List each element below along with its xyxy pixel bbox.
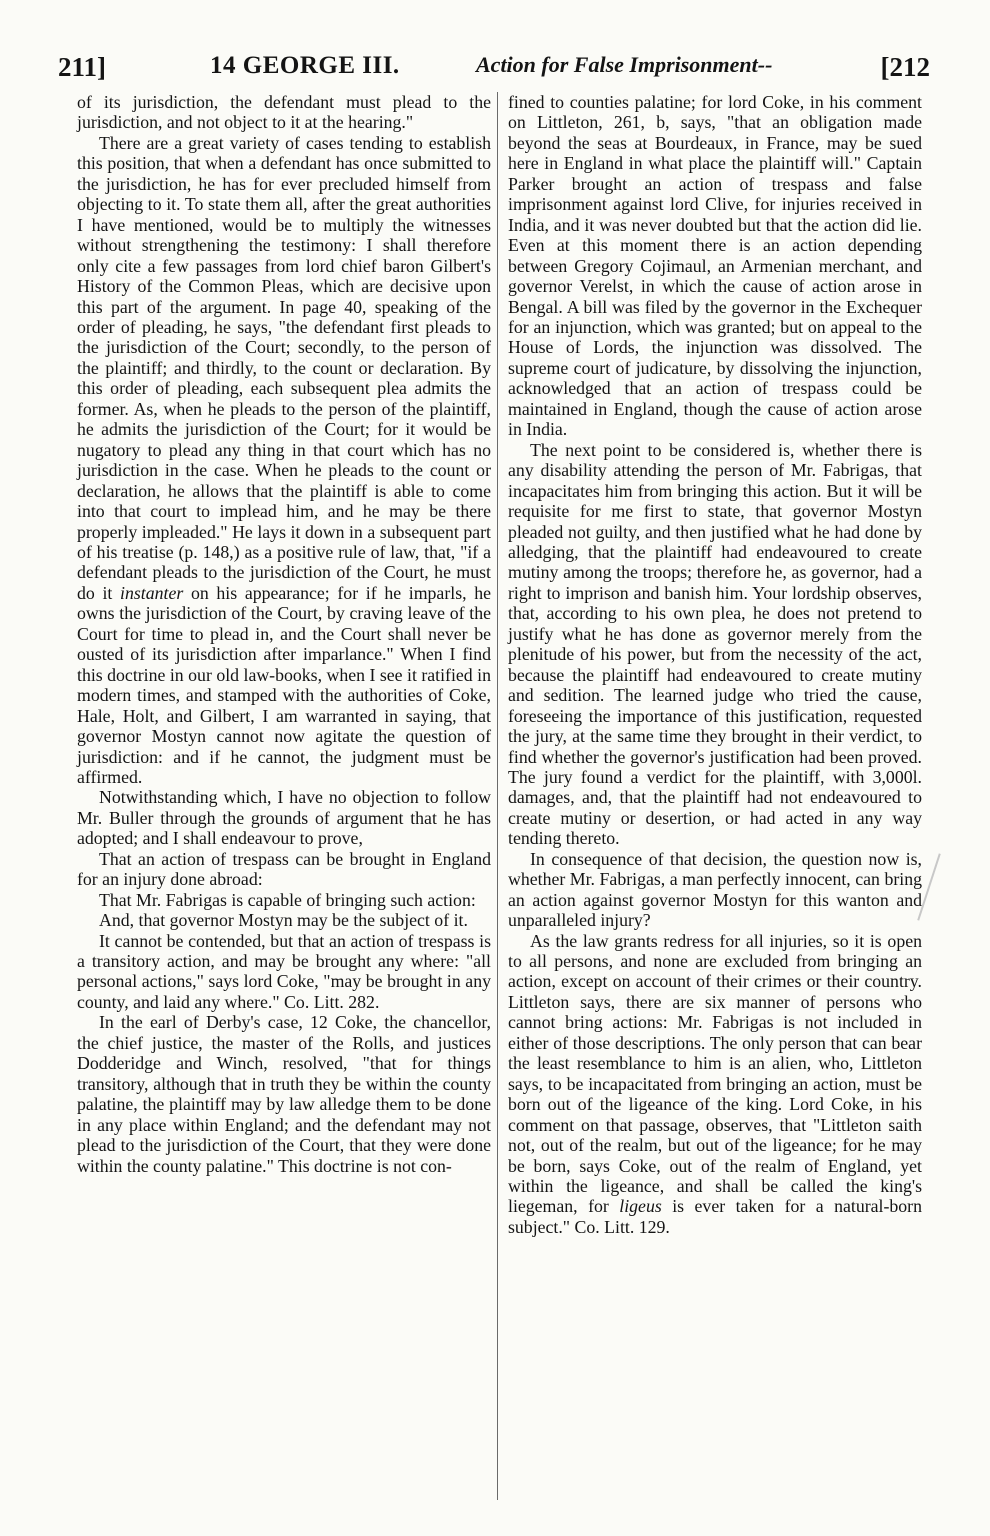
paragraph: [77, 92, 491, 133]
column-divider: [497, 92, 498, 1500]
paragraph-text: And, that governor Mostyn may be the subject of it.: [99, 910, 468, 931]
paragraph-text: That Mr. Fabrigas is capable of bringing such action:: [99, 889, 476, 910]
paragraph-text: That an action of trespass can be brought in England for an injury done abroad:: [77, 848, 491, 890]
reign-heading: 14 GEORGE III.: [210, 52, 400, 79]
left-text-column: [77, 92, 491, 1176]
paragraph-text-tail: is ever taken for a natural-born subject." Co. Litt. 129.: [508, 1196, 922, 1237]
paragraph-text: Notwithstanding which, I have no objection to follow Mr. Buller through the grounds of argument that he has adopted; and I shall endeavour to prove,: [77, 787, 491, 849]
paragraph-text: The next point to be considered is, whether there is any disability attending the person of Mr. Fabrigas, that incapacitates him from bringing this action. But it will be requisite for me first to state, that governor Mostyn pleaded not guilty, and then justified what he had done by alledging, that the plaintiff had endeavoured to create mutiny among the troops; therefore he, as governor, had a right to imprison and banish him. Your lordship observes, that, according to his own plea, he does not pretend to justify what he has done as governor merely from the plenitude of his power, but from the necessity of the act, because the plaintiff had endeavoured to create mutiny and sedition. The learned judge who tried the cause, foreseeing the importance of this justification, requested the jury, at the same time they brought in their verdict, to find whether the governor's justification had been proved. The jury found a verdict for the plaintiff, with 3,000l. damages, and, that the plaintiff had not endeavoured to create mutiny or desertion, or had acted in any way tending thereto.: [508, 439, 922, 849]
paragraph-text: of its jurisdiction, the defendant must plead to the jurisdiction, and not object to it at the hearing.": [77, 92, 491, 133]
paragraph: [77, 849, 491, 890]
paragraph-text: In consequence of that decision, the question now is, whether Mr. Fabrigas, a man perfectly innocent, can bring an action against governor Mostyn for this wanton and unparalleled injury?: [508, 848, 922, 931]
paragraph-text-tail: on his appearance; for if he imparls, he owns the jurisdiction of the Court, by craving leave of the Court for time to plead in, and the Court shall never be ousted of its jurisdiction after imparlance." When I find this doctrine in our old law-books, when I see it ratified in modern times, and stamped with the authorities of Coke, Hale, Holt, and Gilbert, I am warranted in saying, that governor Mostyn cannot now agitate the question of jurisdiction: and if he cannot, the judgment must be affirmed.: [77, 582, 492, 787]
paragraph: [77, 133, 491, 788]
paragraph: [77, 1012, 491, 1176]
italic-term: ligeus: [619, 1196, 662, 1217]
paragraph: [77, 787, 491, 848]
italic-term: instanter: [120, 582, 184, 603]
paragraph: [508, 92, 922, 440]
paragraph: [508, 849, 922, 931]
paragraph-text: As the law grants redress for all injuries, so it is open to all persons, and none are excluded from bringing an action, except on account of their crimes or their country. Littleton says, there are six manner of persons who cannot bring actions: Mr. Fabrigas is not included in either of those descriptions. The only person that can bear the least resemblance to him is an alien, who, Littleton says, to be incapacitated from bringing an action, must be born out of the ligeance of the king. Lord Coke, in his comment on that passage, observes, that "Littleton saith not, out of the realm, but out of the ligeance; for he may be born, says Coke, out of the realm of England, yet within the ligeance, and shall be called the king's liegeman, for: [508, 930, 922, 1217]
paragraph: [508, 440, 922, 849]
paragraph: [77, 931, 491, 1013]
paragraph: [77, 890, 491, 910]
page-number-left: 211]: [58, 52, 107, 82]
running-head: [58, 52, 930, 92]
paragraph: [508, 931, 922, 1238]
right-text-column: [508, 92, 922, 1237]
subject-heading: Action for False Imprisonment--: [476, 52, 773, 77]
paragraph: [77, 910, 491, 930]
paragraph-text: There are a great variety of cases tending to establish this position, that when a defendant has once submitted to the jurisdiction, he has for ever precluded himself from objecting to it. To state them all, after the great authorities I have mentioned, would be to multiply the witnesses without strengthening the testimony: I shall therefore only cite a few passages from lord chief baron Gilbert's History of the Common Pleas, which are decisive upon this part of the argument. In page 40, speaking of the order of pleading, he says, "the defendant first pleads to the jurisdiction of the Court; secondly, to the person of the plaintiff; and thirdly, to the count or declaration. By this order of pleading, each subsequent plea admits the former. As, when he pleads to the person of the plaintiff, he admits the jurisdiction of the Court; for it would be nugatory to plead any thing in that court which has no jurisdiction in the case. When he pleads to the count or declaration, he allows that the plaintiff is able to come into that court to implead him, and he may be there properly impleaded." He lays it down in a subsequent part of his treatise (p. 148,) as a positive rule of law, that, "if a defendant pleads to the jurisdiction of the Court, he must do it: [77, 132, 491, 603]
page-number-right: [212: [880, 52, 930, 82]
paragraph-text: It cannot be contended, but that an action of trespass is a transitory action, and may be brought any where: "all personal actions," says lord Coke, "may be brought in any county, and laid any where." Co. Litt. 282.: [77, 930, 491, 1012]
paragraph-text: fined to counties palatine; for lord Coke, in his comment on Littleton, 261, b, says, "that an obligation made beyond the seas at Bourdeaux, in France, may be sued here in England in what place the plaintiff will." Captain Parker brought an action of trespass and false imprisonment against lord Clive, for injuries received in India, and it was never doubted but that the action did lie. Even at this moment there is an action depending between Gregory Cojimaul, an Armenian merchant, and governor Verelst, in which the cause of action arose in Bengal. A bill was filed by the governor in the Exchequer for an injunction, which was granted; but on appeal to the House of Lords, the injunction was dissolved. The supreme court of judicature, by dissolving the injunction, acknowledged that an action of trespass could be maintained in England, though the cause of action arose in India.: [508, 92, 922, 440]
paragraph-text: In the earl of Derby's case, 12 Coke, the chancellor, the chief justice, the master of the Rolls, and justices Dodderidge and Winch, resolved, "that for things transitory, although that in truth they be within the county palatine, the plaintiff may by law alledge them to be done in any place within England; and the defendant may not plead to the jurisdiction of the Court, that they were done within the county palatine." This doctrine is not con-: [77, 1012, 491, 1176]
